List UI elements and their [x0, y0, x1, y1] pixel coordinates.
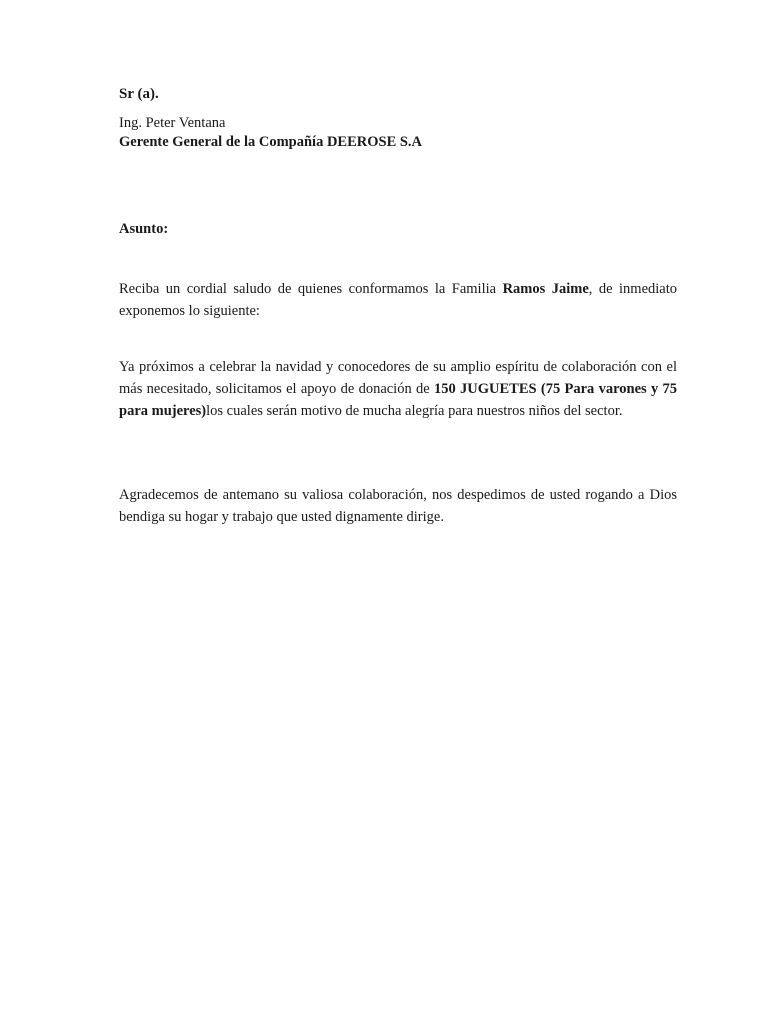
- request-text: Ya próximos a celebrar la navidad y conocedores de su amplio espíritu de colaboración con el más necesitado, solicitamos el apoyo de donación de: [119, 359, 677, 397]
- paragraph-closing: Agradecemos de antemano su valiosa colaboración, nos despedimos de usted rogando a Dios bendiga su hogar y trabajo que usted dignamente dirige.: [119, 487, 677, 525]
- greeting-text-end: , de inmediato exponemos lo siguiente:: [119, 281, 678, 319]
- subject-label: Asunto:: [119, 221, 169, 237]
- family-name: Ramos Jaime: [502, 281, 589, 297]
- donation-detail: 150 JUGUETES (75 Para varones y 75 para mujeres): [119, 381, 677, 419]
- paragraph-request: [119, 356, 677, 422]
- greeting-text: Reciba un cordial saludo de quienes conformamos la Familia: [119, 281, 503, 297]
- request-text-end: los cuales serán motivo de mucha alegría para nuestros niños del sector.: [206, 403, 623, 419]
- salutation: Sr (a).: [119, 86, 159, 102]
- recipient-role: Gerente General de la Compañía DEEROSE S.A: [119, 134, 423, 150]
- paragraph-greeting: [119, 278, 677, 322]
- recipient-name: Ing. Peter Ventana: [119, 115, 226, 131]
- letter-page: [119, 0, 677, 1024]
